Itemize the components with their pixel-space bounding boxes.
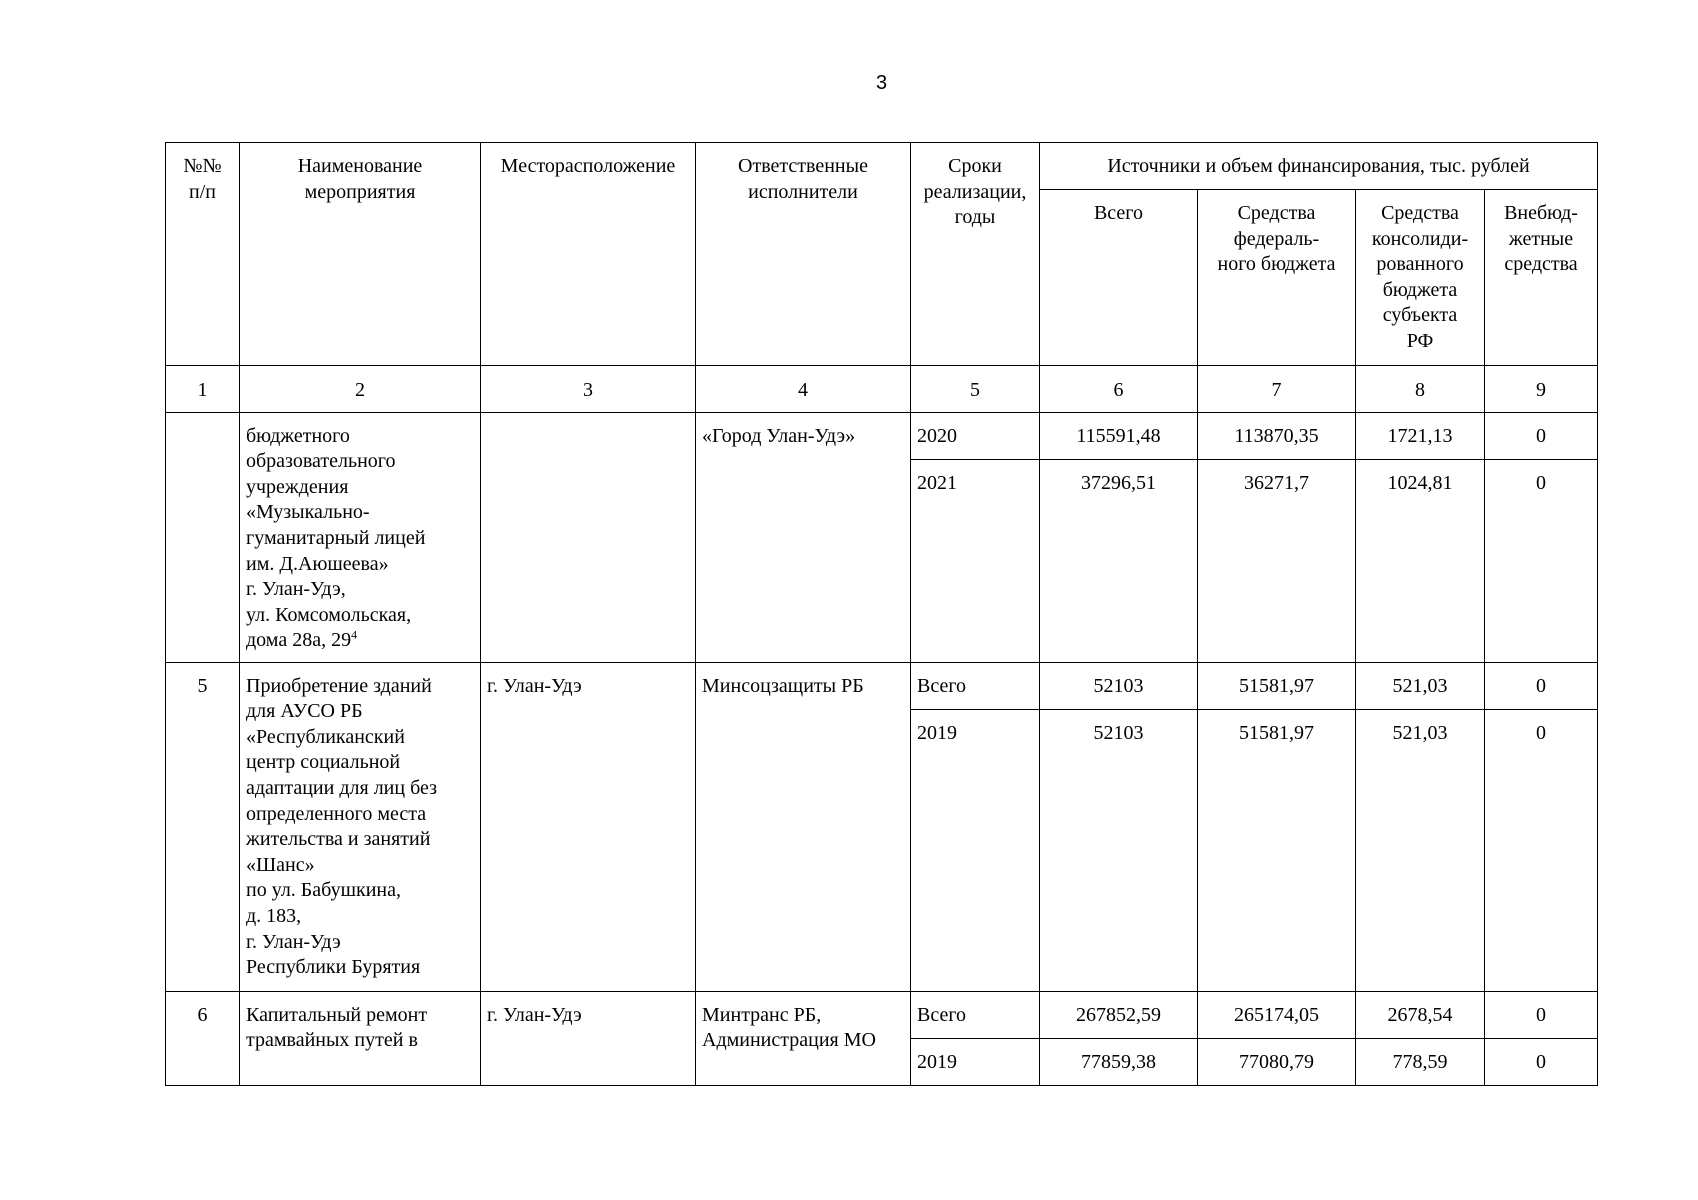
event-name: Капитальный ремонт трамвайных путей в	[240, 991, 481, 1085]
event-name: Приобретение зданий для АУСО РБ «Республиканский центр социальной адаптации для лиц без определенного места жительства и занятий «Шанс» по ул. Бабушкина, д. 183, г. Улан-Удэ Республики Бурятия	[240, 662, 481, 991]
total-cell: 52103	[1040, 709, 1198, 991]
row-number: 6	[166, 991, 240, 1085]
consolidated-cell: 778,59	[1356, 1038, 1485, 1085]
federal-cell: 51581,97	[1198, 662, 1356, 709]
column-number: 1	[166, 366, 240, 413]
column-number: 5	[911, 366, 1040, 413]
federal-cell: 113870,35	[1198, 412, 1356, 459]
extrabudget-cell: 0	[1485, 991, 1598, 1038]
column-number: 4	[696, 366, 911, 413]
federal-cell: 36271,7	[1198, 459, 1356, 662]
event-name	[240, 412, 481, 662]
federal-cell: 265174,05	[1198, 991, 1356, 1038]
header-financing: Источники и объем финансирования, тыс. рублей	[1040, 143, 1598, 190]
header-responsible: Ответственные исполнители	[696, 143, 911, 366]
column-number: 7	[1198, 366, 1356, 413]
column-number: 6	[1040, 366, 1198, 413]
extrabudget-cell: 0	[1485, 459, 1598, 662]
year-cell: Всего	[911, 991, 1040, 1038]
header-number: №№ п/п	[166, 143, 240, 366]
consolidated-cell: 1024,81	[1356, 459, 1485, 662]
column-number: 9	[1485, 366, 1598, 413]
year-cell: 2020	[911, 412, 1040, 459]
extrabudget-cell: 0	[1485, 709, 1598, 991]
year-cell: Всего	[911, 662, 1040, 709]
event-responsible: «Город Улан-Удэ»	[696, 412, 911, 662]
event-location: г. Улан-Удэ	[481, 991, 696, 1085]
event-location	[481, 412, 696, 662]
consolidated-cell: 521,03	[1356, 709, 1485, 991]
event-responsible: Минтранс РБ, Администрация МО	[696, 991, 911, 1085]
row-number	[166, 412, 240, 662]
header-location: Месторасположение	[481, 143, 696, 366]
total-cell: 52103	[1040, 662, 1198, 709]
year-cell: 2021	[911, 459, 1040, 662]
extrabudget-cell: 0	[1485, 412, 1598, 459]
header-federal: Средства федераль- ного бюджета	[1198, 190, 1356, 366]
federal-cell: 77080,79	[1198, 1038, 1356, 1085]
page-number: 3	[875, 72, 888, 94]
table-row	[166, 662, 1598, 709]
event-name-text: бюджетного образовательного учреждения «Музыкально- гуманитарный лицей им. Д.Аюшеева» г. Улан-Удэ, ул. Комсомольская, дома 28а, 29	[246, 424, 426, 652]
table-row	[166, 412, 1598, 459]
footnote-mark: 4	[351, 627, 358, 642]
total-cell: 115591,48	[1040, 412, 1198, 459]
row-number: 5	[166, 662, 240, 991]
header-total: Всего	[1040, 190, 1198, 366]
year-cell: 2019	[911, 1038, 1040, 1085]
header-extrabudget: Внебюд- жетные средства	[1485, 190, 1598, 366]
total-cell: 37296,51	[1040, 459, 1198, 662]
total-cell: 267852,59	[1040, 991, 1198, 1038]
header-terms: Сроки реализации, годы	[911, 143, 1040, 366]
event-location: г. Улан-Удэ	[481, 662, 696, 991]
column-number-row	[166, 366, 1598, 413]
consolidated-cell: 1721,13	[1356, 412, 1485, 459]
extrabudget-cell: 0	[1485, 1038, 1598, 1085]
table-row	[166, 991, 1598, 1038]
header-consolidated: Средства консолиди- рованного бюджета субъекта РФ	[1356, 190, 1485, 366]
total-cell: 77859,38	[1040, 1038, 1198, 1085]
extrabudget-cell: 0	[1485, 662, 1598, 709]
event-responsible: Минсоцзащиты РБ	[696, 662, 911, 991]
column-number: 3	[481, 366, 696, 413]
column-number: 8	[1356, 366, 1485, 413]
header-name: Наименование мероприятия	[240, 143, 481, 366]
federal-cell: 51581,97	[1198, 709, 1356, 991]
column-number: 2	[240, 366, 481, 413]
consolidated-cell: 521,03	[1356, 662, 1485, 709]
consolidated-cell: 2678,54	[1356, 991, 1485, 1038]
year-cell: 2019	[911, 709, 1040, 991]
financing-table	[165, 142, 1598, 1086]
